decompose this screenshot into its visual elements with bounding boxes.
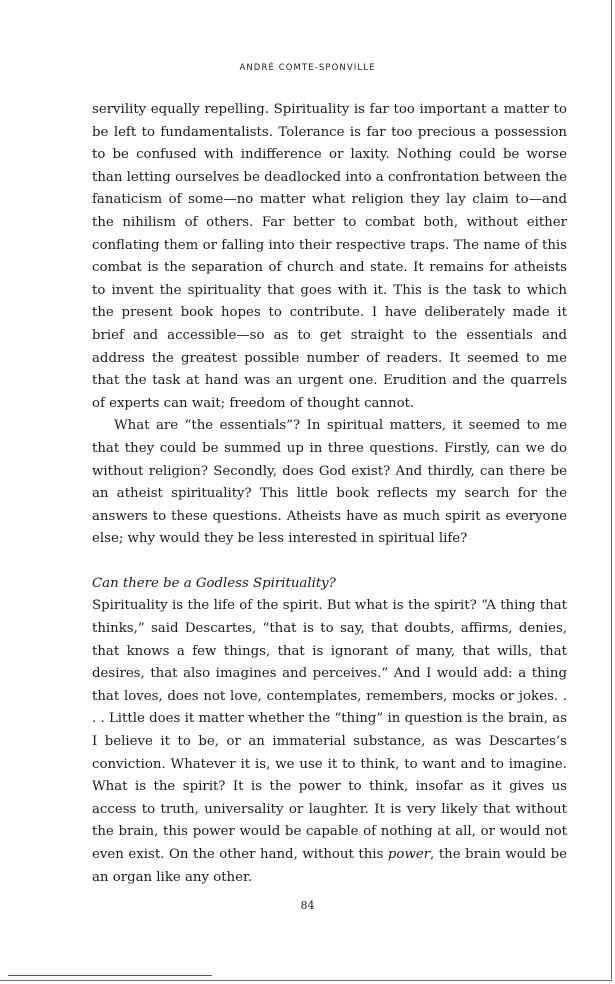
paragraph-3-end: , the brain would be an organ like any other. (92, 847, 567, 885)
paragraph-3 (92, 595, 567, 889)
page-number: 84 (300, 899, 315, 912)
paragraph-3-text: Spirituality is the life of the spirit. But what is the spirit? “A thing that thinks,” said Descartes, “that is to say, that doubts, affirms, denies, that knows a few things, that is ignorant of many, that wills, that desires, that also imagines and perceives.” And I would add: a thing that loves, does not love, contemplates, remembers, mocks or jokes. . . . Little does it matter whether the “thing” in question is the brain, as I believe it to be, or an immaterial substance, as was Descartes’s conviction. Whatever it is, we use it to think, to want and to imagine. What is the spirit? It is the power to think, insofar as it gives us access to truth, universality or laughter. It is very likely that without the brain, this power would be capable of nothing at all, or would not even exist. On the other hand, without this (92, 598, 567, 862)
body-text (92, 99, 567, 889)
emphasis-power: power (387, 847, 431, 862)
running-head: ANDRÉ COMTE-SPONVILLE (239, 63, 376, 73)
section-heading: Can there be a Godless Spirituality? (92, 575, 336, 591)
paragraph-1: servility equally repelling. Spirituality is far too important a matter to be left to fundamentalists. Tolerance is far too precious a possession to be confused with indifference or laxity. Nothing could be worse than letting ourselves be deadlocked into a confrontation between the fanaticism of some—no matter what religion they lay claim to—and the nihilism of others. Far better to combat both, without either conflating them or falling into their respective traps. The name of this combat is the separation of church and state. It remains for atheists to invent the spirituality that goes with it. This is the task to which the present book hopes to contribute. I have deliberately made it brief and accessible—so as to get straight to the essentials and address the greatest possible number of readers. It seemed to me that the task at hand was an urgent one. Erudition and the quarrels of experts can wait; freedom of thought cannot. (92, 102, 567, 411)
paragraph-2: What are “the essentials”? In spiritual matters, it seemed to me that they could be summed up in three questions. Firstly, can we do without religion? Secondly, does God exist? And thirdly, can there be an atheist spirituality? This little book reflects my search for the answers to these questions. Atheists have as much spirit as everyone else; why would they be less interested in spiritual life? (92, 418, 567, 547)
bottom-rule (8, 975, 212, 976)
